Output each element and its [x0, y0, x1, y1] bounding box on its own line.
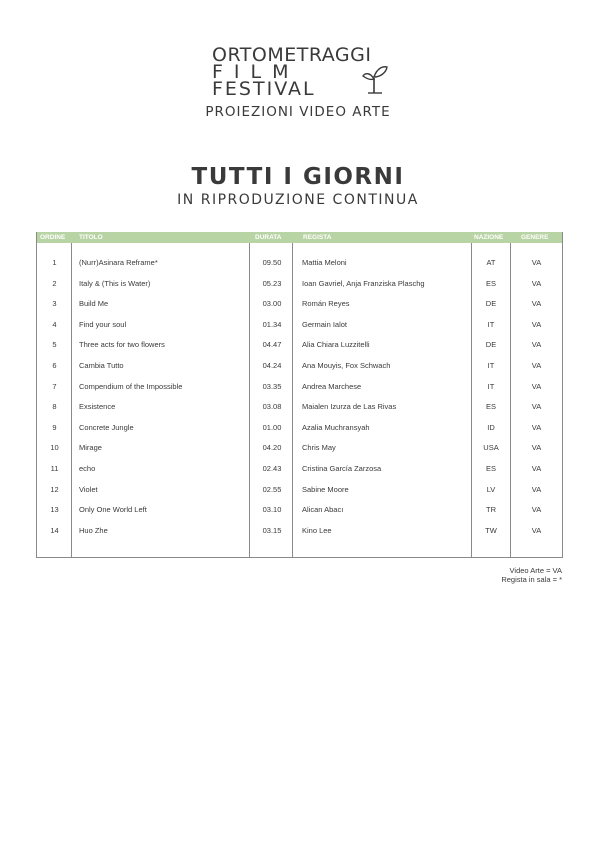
row-durata: 03.35	[262, 381, 282, 391]
page-title: TUTTI I GIORNI	[191, 164, 405, 190]
row-ordine: 9	[52, 422, 57, 432]
row-regista: Chris May	[302, 443, 336, 453]
row-ordine: 5	[52, 340, 57, 350]
row-titolo: (Nurr)Asinara Reframe*	[79, 258, 158, 267]
row-ordine: 3	[52, 299, 57, 309]
row-titolo: Only One World Left	[79, 505, 147, 515]
row-durata: 05.23	[262, 278, 282, 288]
header-genere: GENERE	[521, 233, 549, 241]
schedule-table	[36, 232, 563, 558]
page-subtitle: IN RIPRODUZIONE CONTINUA	[177, 192, 419, 208]
row-ordine: 13	[50, 505, 59, 515]
row-ordine: 1	[52, 258, 57, 267]
row-ordine: 4	[52, 319, 57, 329]
festival-logo	[212, 44, 388, 100]
table-row	[37, 340, 562, 360]
logo-line-3: FESTIVAL	[212, 78, 316, 100]
row-durata: 03.08	[262, 402, 282, 412]
row-ordine: 12	[50, 484, 59, 494]
row-titolo: Three acts for two flowers	[79, 340, 165, 350]
table-row	[37, 485, 562, 505]
row-titolo: Concrete Jungle	[79, 422, 134, 432]
header-durata: DURATA	[255, 233, 282, 241]
row-nazione: TW	[485, 525, 497, 535]
row-ordine: 8	[52, 402, 57, 412]
legend-director-present: Regista in sala = *	[501, 575, 562, 584]
row-ordine: 6	[52, 361, 57, 370]
row-nazione: IT	[487, 361, 495, 370]
row-titolo: Compendium of the Impossible	[79, 381, 183, 391]
row-regista: Azalia Muchransyah	[302, 422, 370, 432]
table-row	[37, 402, 562, 422]
table-row	[37, 382, 562, 402]
row-durata: 01.34	[262, 319, 282, 329]
row-titolo: Cambia Tutto	[79, 361, 124, 370]
table-row	[37, 320, 562, 340]
logo-line-2: FILM	[212, 61, 300, 83]
row-nazione: IT	[487, 319, 495, 329]
table-row	[37, 299, 562, 319]
row-genere: VA	[531, 319, 542, 329]
row-genere: VA	[531, 464, 542, 473]
row-durata: 03.15	[262, 525, 282, 535]
row-ordine: 2	[52, 278, 57, 288]
row-nazione: ID	[487, 422, 495, 432]
row-titolo: Exsistence	[79, 402, 116, 412]
row-durata: 01.00	[262, 422, 282, 432]
row-durata: 09.50	[262, 258, 282, 267]
row-nazione: LV	[486, 484, 496, 494]
row-ordine: 7	[52, 381, 57, 391]
row-genere: VA	[531, 278, 542, 288]
row-nazione: USA	[483, 443, 499, 453]
row-regista: Kino Lee	[302, 525, 332, 535]
sprout-icon	[362, 64, 388, 94]
row-regista: Maialen Izurza de Las Rivas	[302, 402, 397, 412]
row-genere: VA	[531, 505, 542, 515]
row-genere: VA	[531, 381, 542, 391]
row-genere: VA	[531, 402, 542, 412]
row-regista: Ioan Gavriel, Anja Franziska Plaschg	[302, 278, 425, 288]
header-titolo: TITOLO	[79, 233, 103, 241]
table-row	[37, 361, 562, 381]
header-regista: REGISTA	[303, 233, 332, 241]
row-regista: Germain Ialot	[302, 319, 348, 329]
row-durata: 04.47	[262, 340, 282, 350]
row-genere: VA	[531, 443, 542, 453]
row-nazione: ES	[485, 464, 496, 473]
row-regista: Alican Abacı	[302, 505, 344, 515]
row-durata: 03.00	[262, 299, 282, 309]
row-durata: 02.43	[262, 464, 282, 473]
table-row	[37, 423, 562, 443]
row-durata: 04.24	[262, 361, 282, 370]
row-nazione: ES	[485, 402, 496, 412]
row-nazione: TR	[486, 505, 496, 515]
section-subtitle: PROIEZIONI VIDEO ARTE	[205, 104, 391, 120]
table-row	[37, 443, 562, 463]
row-titolo: Build Me	[79, 299, 109, 309]
table-header	[37, 232, 562, 243]
row-regista: Ana Mouyis, Fox Schwach	[302, 361, 391, 370]
row-genere: VA	[531, 525, 542, 535]
row-nazione: ES	[485, 278, 496, 288]
row-ordine: 14	[50, 525, 59, 535]
header-nazione: NAZIONE	[474, 233, 504, 241]
table-row	[37, 258, 562, 278]
legend-va: Video Arte = VA	[509, 566, 562, 575]
row-nazione: AT	[486, 258, 496, 267]
row-regista: Mattia Meloni	[302, 258, 347, 267]
row-titolo: Violet	[79, 484, 98, 494]
row-durata: 03.10	[262, 505, 282, 515]
row-genere: VA	[531, 299, 542, 309]
table-row	[37, 526, 562, 546]
row-regista: Andrea Marchese	[302, 381, 362, 391]
row-genere: VA	[531, 422, 542, 432]
row-titolo: Mirage	[79, 443, 102, 453]
row-genere: VA	[531, 258, 542, 267]
legend	[501, 566, 562, 584]
row-titolo: Find your soul	[79, 319, 127, 329]
row-durata: 02.55	[262, 484, 282, 494]
row-titolo: Huo Zhe	[79, 525, 108, 535]
row-ordine: 11	[50, 464, 59, 473]
row-regista: Alia Chiara Luzzitelli	[302, 340, 370, 350]
row-regista: Sabine Moore	[302, 484, 349, 494]
row-genere: VA	[531, 361, 542, 370]
logo-line-1: ORTOMETRAGGI	[212, 44, 372, 66]
row-nazione: DE	[485, 340, 497, 350]
table-row	[37, 464, 562, 484]
table-row	[37, 505, 562, 525]
row-genere: VA	[531, 340, 542, 350]
row-genere: VA	[531, 484, 542, 494]
row-nazione: IT	[487, 381, 495, 391]
row-nazione: DE	[485, 299, 497, 309]
row-titolo: Italy & (This is Water)	[79, 278, 151, 288]
row-regista: Cristina García Zarzosa	[302, 464, 382, 473]
row-regista: Román Reyes	[302, 299, 350, 309]
row-durata: 04.20	[262, 443, 282, 453]
header-ordine: ORDINE	[40, 233, 66, 241]
table-row	[37, 279, 562, 299]
row-titolo: echo	[79, 464, 96, 473]
row-ordine: 10	[50, 443, 59, 453]
